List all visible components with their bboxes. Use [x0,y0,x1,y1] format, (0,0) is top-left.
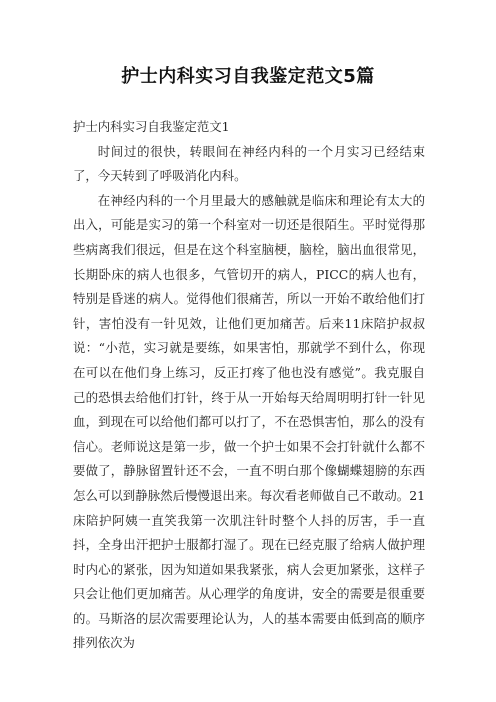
paragraph: 在神经内科的一个月里最大的感触就是临床和理论有太大的出入，可能是实习的第一个科室对一切还是很陌生。平时觉得那些病离我们很远，但是在这个科室脑梗，脑栓，脑出血很常见，长期卧床的病人也很多，气管切开的病人，PICC的病人也有，特别是昏迷的病人。觉得他们很痛苦，所以一开始不敢给他们打针，害怕没有一针见效，让他们更加痛苦。后来11床陪护叔叔说：“小范，实习就是要练，如果害怕，那就学不到什么，你现在可以在他们身上练习，反正打疼了他也没有感觉”。我克服自己的恐惧去给他们打针，终于从一开始每天给周明明打针一针见血，到现在可以给他们都可以打了，不在恐惧害怕，那么的没有信心。老师说这是第一步，做一个护士如果不会打针就什么都不要做了，静脉留置针还不会，一直不明白那个像蝴蝶翅膀的东西怎么可以到静脉然后慢慢退出来。每次看老师做自己不敢动。21床陪护阿姨一直笑我第一次肌注针时整个人抖的厉害，手一直抖，全身出汗把护士服都打湿了。现在已经克服了给病人做护理时内心的紧张，因为知道如果我紧张，病人会更加紧张，这样子只会让他们更加痛苦。从心理学的角度讲，安全的需要是很重要的。马斯洛的层次需要理论认为，人的基本需要由低到高的顺序排列依次为 [73,192,425,651]
paragraph: 时间过的很快，转眼间在神经内科的一个月实习已经结束了，今天转到了呼吸消化内科。 [73,143,425,184]
section-heading: 护士内科实习自我鉴定范文1 [73,119,230,134]
document-title: 护士内科实习自我鉴定范文5篇 [121,66,375,87]
document-body [73,115,425,656]
